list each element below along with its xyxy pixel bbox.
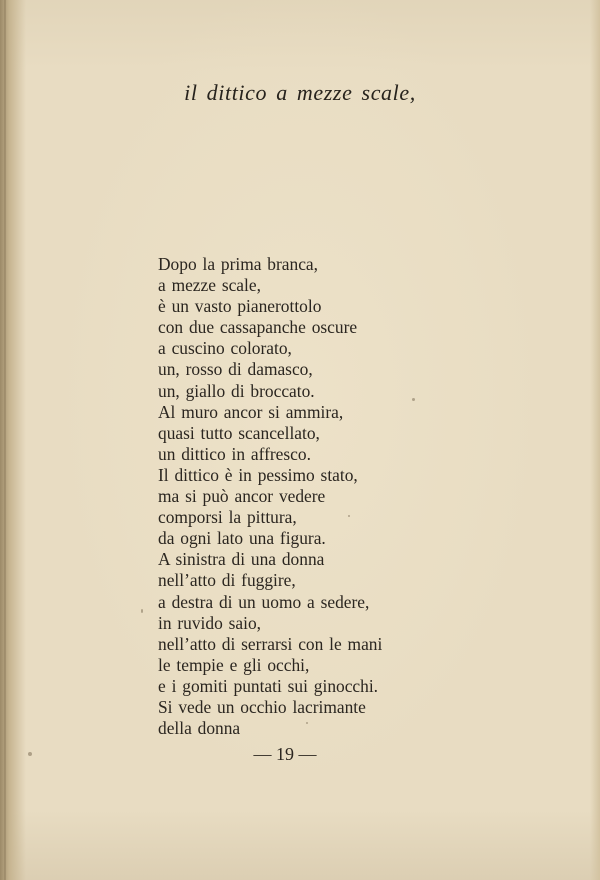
poem-line: un, rosso di damasco, — [158, 359, 313, 380]
page-number: — 19 — — [253, 744, 317, 764]
poem-line: un dittico in affresco. — [158, 443, 311, 464]
paper-speck — [141, 609, 143, 613]
poem-line: Il dittico è in pessimo stato, — [158, 464, 358, 485]
paper-speck — [28, 752, 32, 756]
poem-line: Si vede un occhio lacrimante — [158, 696, 366, 717]
poem-line: Al muro ancor si ammira, — [158, 401, 344, 422]
poem-line: a cuscino colorato, — [158, 338, 292, 359]
page-heading: il dittico a mezze scale, — [184, 80, 416, 105]
poem-line: quasi tutto scancellato, — [158, 422, 320, 443]
page-edge — [590, 0, 600, 880]
poem-line: da ogni lato una figura. — [158, 528, 326, 549]
poem-line: nell’atto di serrarsi con le mani — [158, 633, 383, 654]
poem-line: della donna — [158, 718, 241, 739]
poem-line: nell’atto di fuggire, — [158, 570, 296, 591]
poem-line: le tempie e gli occhi, — [158, 654, 310, 675]
poem-line: a destra di un uomo a sedere, — [158, 591, 370, 612]
poem-line: Dopo la prima branca, — [158, 254, 318, 274]
poem-body — [158, 254, 578, 739]
poem-line: comporsi la pittura, — [158, 507, 297, 528]
paper-speck — [412, 398, 415, 401]
poem-line: ma si può ancor vedere — [158, 486, 326, 507]
poem-line: a mezze scale, — [158, 275, 261, 296]
paper-speck — [348, 515, 350, 517]
paper-speck — [306, 722, 308, 724]
poem-line: in ruvido saio, — [158, 612, 261, 633]
poem-line: con due cassapanche oscure — [158, 317, 358, 338]
poem-line: è un vasto pianerottolo — [158, 296, 322, 317]
poem-line: e i gomiti puntati sui ginocchi. — [158, 675, 379, 696]
poem-line: A sinistra di una donna — [158, 549, 325, 570]
poem-line: un, giallo di broccato. — [158, 380, 315, 401]
